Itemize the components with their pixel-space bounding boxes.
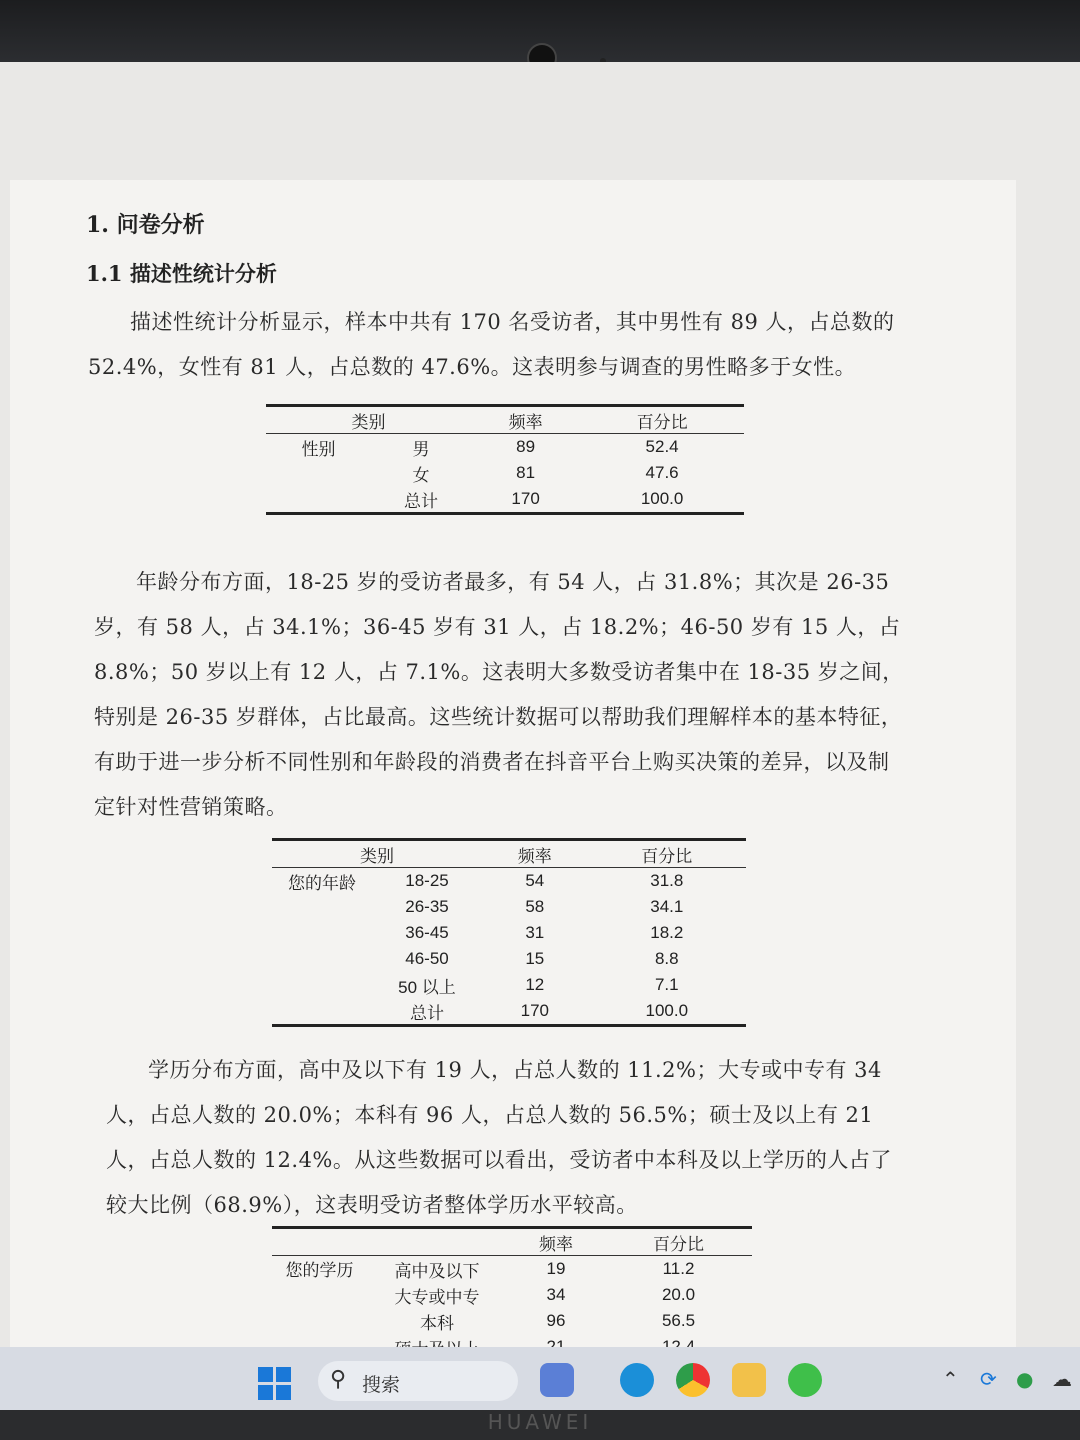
row-freq: 34 [546, 1285, 566, 1304]
chevron-up-icon[interactable]: ⌃ [942, 1367, 959, 1391]
header-category: 类别 [272, 840, 482, 868]
wechat-icon[interactable] [788, 1363, 822, 1397]
header-freq: 频率 [507, 1228, 605, 1256]
table-row [272, 1308, 752, 1334]
row-label: 总计 [404, 491, 438, 511]
document-page [10, 180, 1016, 1410]
row-pct: 47.6 [645, 463, 679, 482]
windows-start-icon[interactable] [258, 1367, 292, 1401]
paragraph-education: 学历分布方面，高中及以下有 19 人，占总人数的 11.2%；大专或中专有 34 人，占总人数的 20.0%；本科有 96 人，占总人数的 56.5%；硕士及以上有 21 人，占总人数的 12.4%。从这些数据可以看出，受访者中本科及以上学历的人占了较大比例（68.9%），这表明受访者整体学历水平较高。 [106, 1058, 892, 1217]
header-freq: 频率 [482, 840, 588, 868]
row-label: 46-50 [405, 949, 449, 968]
row-label: 总计 [410, 1003, 444, 1023]
row-freq: 81 [516, 463, 536, 482]
header-category: 类别 [266, 406, 471, 434]
header-pct: 百分比 [605, 1228, 752, 1256]
edge-browser-icon[interactable] [620, 1363, 654, 1397]
screen [0, 62, 1080, 1347]
network-icon[interactable]: ☁ [1052, 1367, 1072, 1391]
row-pct: 20.0 [661, 1285, 696, 1304]
row-label: 大专或中专 [394, 1287, 480, 1307]
header-freq: 频率 [471, 406, 580, 434]
row-pct: 8.8 [654, 949, 679, 968]
row-pct: 7.1 [654, 975, 679, 994]
row-freq: 31 [525, 923, 545, 942]
taskbar-search[interactable] [318, 1361, 518, 1401]
row-label: 50 以上 [398, 977, 456, 997]
row-freq: 54 [525, 871, 545, 890]
row-freq: 15 [525, 949, 545, 968]
row-freq: 89 [516, 437, 536, 456]
row-label: 本科 [420, 1313, 454, 1333]
table-row [272, 920, 746, 946]
table-row [272, 972, 746, 998]
row-freq: 19 [546, 1259, 566, 1278]
tray-app-icon[interactable]: ● [1016, 1367, 1034, 1391]
chrome-browser-icon[interactable] [676, 1363, 710, 1397]
row-label: 男 [412, 439, 430, 459]
row-pct: 18.2 [650, 923, 684, 942]
row-label: 女 [412, 465, 430, 485]
gender-table [266, 404, 744, 515]
age-table [272, 838, 746, 1027]
table-row [266, 434, 744, 461]
group-label: 您的年龄 [288, 873, 356, 893]
table-row [272, 946, 746, 972]
group-label: 您的学历 [285, 1261, 354, 1280]
file-explorer-icon[interactable] [732, 1363, 766, 1397]
table-row [266, 486, 744, 514]
row-freq: 170 [520, 1001, 549, 1020]
brand-logo: HUAWEI [487, 1410, 593, 1434]
laptop-bezel-bottom [0, 1410, 1080, 1440]
table-row [272, 868, 746, 895]
table-row [272, 1282, 752, 1308]
search-label: 搜索 [362, 1374, 401, 1396]
widgets-icon[interactable] [540, 1363, 574, 1397]
row-pct: 31.8 [650, 871, 684, 890]
heading-1: 1. 问卷分析 [86, 212, 205, 238]
row-freq: 96 [546, 1311, 566, 1330]
table-row [272, 998, 746, 1026]
row-label: 26-35 [405, 897, 449, 916]
row-pct: 52.4 [645, 437, 679, 456]
group-label: 性别 [301, 439, 336, 459]
row-freq: 170 [511, 489, 540, 508]
row-pct: 34.1 [650, 897, 684, 916]
table-row [272, 894, 746, 920]
paragraph-age: 年龄分布方面，18-25 岁的受访者最多，有 54 人，占 31.8%；其次是 26-35 岁，有 58 人，占 34.1%；36-45 岁有 31 人，占 18.2%；46-50 岁有 15 人，占 8.8%；50 岁以上有 12 人，占 7.1%。这表明大多数受访者集中在 18-35 岁之间，特别是 26-35 岁群体，占比最高。这些统计数据可以帮助我们理解样本的基本特征，有助于进一步分析不同性别和年龄段的消费者在抖音平台上购买决策的差异，以及制定针对性营销策略。 [94, 570, 904, 819]
heading-2: 1.1 描述性统计分析 [86, 261, 277, 286]
row-label: 18-25 [405, 871, 449, 890]
row-label: 36-45 [405, 923, 449, 942]
table-row [266, 460, 744, 486]
sync-icon[interactable]: ⟳ [980, 1367, 997, 1391]
row-freq: 58 [525, 897, 545, 916]
row-pct: 11.2 [662, 1259, 695, 1278]
row-pct: 100.0 [645, 1001, 689, 1020]
row-freq: 12 [525, 975, 545, 994]
taskbar [0, 1347, 1080, 1410]
row-pct: 56.5 [661, 1311, 696, 1330]
header-pct: 百分比 [588, 840, 746, 868]
header-pct: 百分比 [580, 406, 744, 434]
row-pct: 100.0 [640, 489, 684, 508]
search-icon: ⚲ [330, 1367, 347, 1392]
table-row [272, 1256, 752, 1283]
row-label: 高中及以下 [394, 1261, 480, 1281]
paragraph-gender: 描述性统计分析显示，样本中共有 170 名受访者，其中男性有 89 人，占总数的 52.4%，女性有 81 人，占总数的 47.6%。这表明参与调查的男性略多于女性。 [88, 310, 895, 379]
